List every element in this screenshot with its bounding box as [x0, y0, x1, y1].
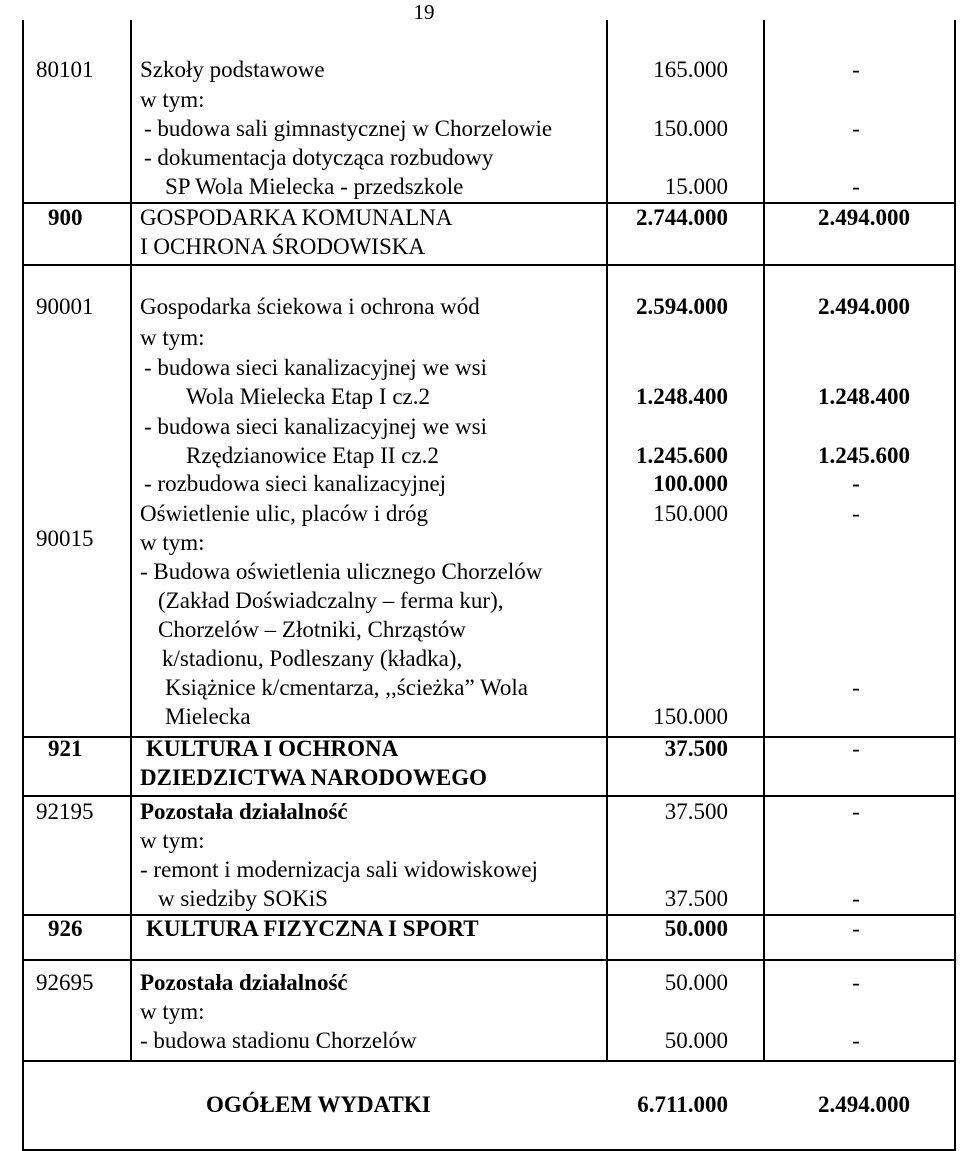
total-external-amount: 2.494.000: [818, 1092, 910, 1117]
row-line: - budowa sieci kanalizacyjnej we wsi: [144, 414, 487, 439]
row-title: GOSPODARKA KOMUNALNA: [140, 205, 453, 230]
row-line: Wola Mielecka Etap I cz.2: [186, 384, 431, 409]
plan-amount: 37.500: [664, 886, 728, 911]
row-line: Książnice k/cmentarza, ,,ścieżka” Wola: [165, 675, 528, 700]
row-line: I OCHRONA ŚRODOWISKA: [140, 234, 425, 259]
row-divider: [22, 264, 956, 266]
row-line: k/stadionu, Podleszany (kładka),: [162, 646, 463, 671]
row-line: w tym:: [140, 87, 205, 112]
row-line: w tym:: [140, 530, 205, 555]
classification-code: 90015: [36, 526, 94, 551]
plan-amount: 37.500: [664, 799, 728, 824]
external-amount: -: [852, 174, 860, 199]
external-amount: -: [852, 970, 860, 995]
plan-amount: 50.000: [664, 1028, 728, 1053]
row-title: Oświetlenie ulic, placów i dróg: [140, 501, 429, 526]
row-line: - Budowa oświetlenia ulicznego Chorzelów: [140, 559, 543, 584]
classification-code: 90001: [36, 294, 94, 319]
plan-amount: 150.000: [653, 116, 728, 141]
plan-amount: 150.000: [653, 501, 728, 526]
external-amount: -: [852, 799, 860, 824]
row-title: Gospodarka ściekowa i ochrona wód: [140, 294, 480, 319]
total-label: OGÓŁEM WYDATKI: [206, 1092, 431, 1117]
classification-code: 900: [48, 205, 83, 230]
external-amount: -: [852, 736, 860, 761]
external-amount: 1.248.400: [818, 384, 910, 409]
external-amount: 1.245.600: [818, 443, 910, 468]
row-divider: [22, 959, 956, 961]
row-line: - dokumentacja dotycząca rozbudowy: [144, 145, 494, 170]
row-line: - budowa stadionu Chorzelów: [140, 1028, 417, 1053]
external-amount: -: [852, 675, 860, 700]
table-border-left: [22, 20, 24, 1151]
row-line: - budowa sieci kanalizacyjnej we wsi: [144, 355, 487, 380]
plan-amount: 2.594.000: [636, 294, 728, 319]
external-amount: 2.494.000: [818, 294, 910, 319]
plan-amount: 2.744.000: [636, 205, 728, 230]
external-amount: 2.494.000: [818, 205, 910, 230]
row-line: - remont i modernizacja sali widowiskowej: [140, 857, 538, 882]
row-title: Szkoły podstawowe: [140, 57, 325, 82]
plan-amount: 15.000: [664, 174, 728, 199]
row-line: Mielecka: [165, 704, 251, 729]
row-line: w tym:: [140, 828, 205, 853]
page-number: 19: [413, 0, 435, 24]
column-divider: [763, 20, 765, 1060]
row-title: KULTURA FIZYCZNA I SPORT: [146, 916, 479, 941]
row-title: Pozostała działalność: [140, 970, 348, 995]
plan-amount: 50.000: [664, 916, 728, 941]
external-amount: -: [852, 471, 860, 496]
plan-amount: 100.000: [653, 471, 728, 496]
row-line: (Zakład Doświadczalny – ferma kur),: [158, 588, 504, 613]
external-amount: -: [852, 1028, 860, 1053]
row-line: DZIEDZICTWA NARODOWEGO: [140, 765, 487, 790]
plan-amount: 150.000: [653, 704, 728, 729]
row-divider: [22, 1060, 956, 1062]
column-divider: [130, 20, 132, 1060]
classification-code: 80101: [36, 57, 94, 82]
row-line: SP Wola Mielecka - przedszkole: [165, 174, 464, 199]
plan-amount: 165.000: [653, 57, 728, 82]
external-amount: -: [852, 501, 860, 526]
row-title: Pozostała działalność: [140, 799, 348, 824]
external-amount: -: [852, 57, 860, 82]
classification-code: 926: [48, 916, 83, 941]
plan-amount: 1.245.600: [636, 443, 728, 468]
row-line: w tym:: [140, 325, 205, 350]
row-line: - budowa sali gimnastycznej w Chorzelowie: [144, 116, 553, 141]
classification-code: 92695: [36, 970, 94, 995]
external-amount: -: [852, 916, 860, 941]
row-line: Chorzelów – Złotniki, Chrząstów: [158, 617, 466, 642]
total-plan-amount: 6.711.000: [637, 1092, 728, 1117]
row-line: Rzędzianowice Etap II cz.2: [186, 443, 439, 468]
external-amount: -: [852, 116, 860, 141]
row-line: w siedziby SOKiS: [158, 886, 328, 911]
column-divider: [606, 20, 608, 1060]
row-title: KULTURA I OCHRONA: [146, 736, 399, 761]
row-line: w tym:: [140, 999, 205, 1024]
classification-code: 92195: [36, 799, 94, 824]
table-border-right: [954, 20, 956, 1151]
row-line: - rozbudowa sieci kanalizacyjnej: [144, 471, 447, 496]
classification-code: 921: [48, 736, 83, 761]
external-amount: -: [852, 886, 860, 911]
plan-amount: 50.000: [664, 970, 728, 995]
plan-amount: 37.500: [664, 736, 728, 761]
plan-amount: 1.248.400: [636, 384, 728, 409]
